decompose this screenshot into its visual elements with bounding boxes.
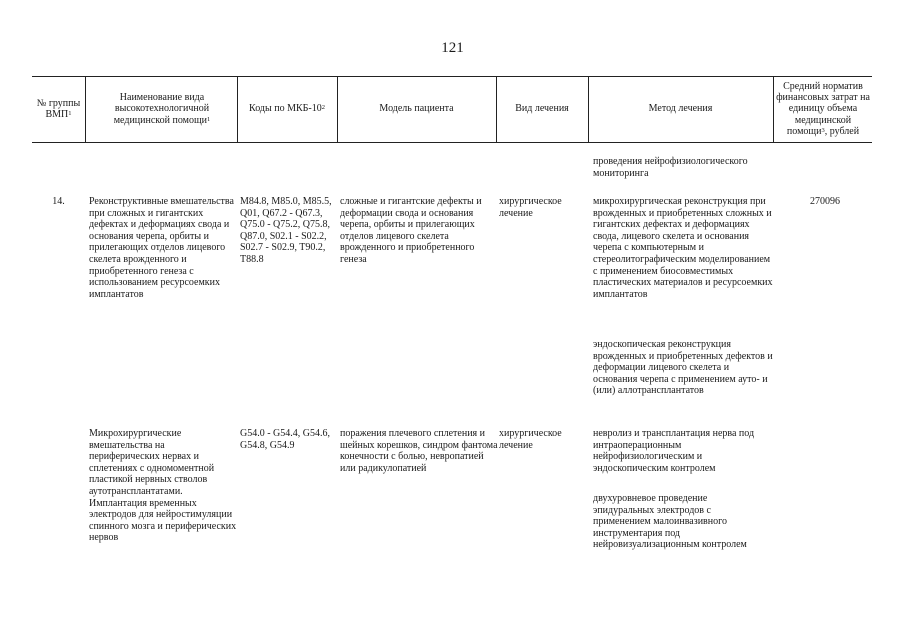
row-treatment: хирургическое лечение [499,428,562,451]
row-method: эндоскопическая реконструкция врожденных и приобретенных дефектов и деформации лицевого скелета и основания черепа с применением ауто- и (или) аллотрансплантатов [593,339,773,397]
row-model: сложные и гигантские дефекты и деформации свода и основания черепа, орбиты и прилегающих отделов лицевого скелета врожденного и приобретенного генеза [340,196,482,265]
header-codes: Коды по МКБ-$10^2$ [249,103,325,115]
row-codes: M84.8, M85.0, M85.5, Q01, Q67.2 - Q67.3, Q75.0 - Q75.2, Q75.8, Q87.0, S02.1 - S02.2, S02.7 - S02.9, T90.2, T88.8 [240,196,332,265]
header-name: Наименование вида высокотехнологичной медицинской помощи$^1$ [113,92,211,126]
row-model: поражения плечевого сплетения и шейных корешков, синдром фантома конечности с болью, невропатией или радикулопатией [340,428,498,474]
row-name: Микрохирургические вмешательства на периферических нервах и сплетениях с одномоментной пластикой нервных стволов аутотрансплантатами. Имплантация временных электродов для нейростимуляции спинного мозга и периферических нервов [89,428,237,544]
row-treatment: хирургическое лечение [499,196,562,219]
header-group: № группы ВМП$^1$ [36,97,81,120]
page-number: 121 [441,40,464,56]
row-codes: G54.0 - G54.4, G54.6, G54.8, G54.9 [240,428,330,451]
row-method: двухуровневое проведение эпидуральных электродов с применением малоинвазивного инструментария под нейровизуализационным контролем [593,493,747,551]
row-method: микрохирургическая реконструкция при врожденных и приобретенных сложных и гигантских дефектах и деформациях свода, лицевого скелета и основания черепа с компьютерным и стереолитографическим моделированием с применением биосовместимых пластических материалов и ресурсоемких имплантатов [593,196,773,300]
header-method: Метод лечения [648,103,713,115]
header-model: Модель пациента [379,103,454,115]
header-cost: Средний норматив финансовых затрат на единицу объема медицинской помощи$^3$, рублей [776,80,870,137]
column-divider [85,76,86,142]
row-cost: 270096 [810,196,840,207]
method-continuation: проведения нейрофизиологического мониторинга [593,156,748,179]
header-treatment: Вид лечения [515,103,569,115]
row-group-number: 14. [52,196,65,207]
row-method: невролиз и трансплантация нерва под интраоперационным нейрофизиологическим и эндоскопическим контролем [593,428,755,474]
header-bottom-rule [32,142,872,143]
row-name: Реконструктивные вмешательства при сложных и гигантских дефектах и деформациях свода и основания черепа, орбиты и прилегающих отделов лицевого скелета врожденного и приобретенного генеза с использованием ресурсоемких имплантатов [89,196,234,300]
